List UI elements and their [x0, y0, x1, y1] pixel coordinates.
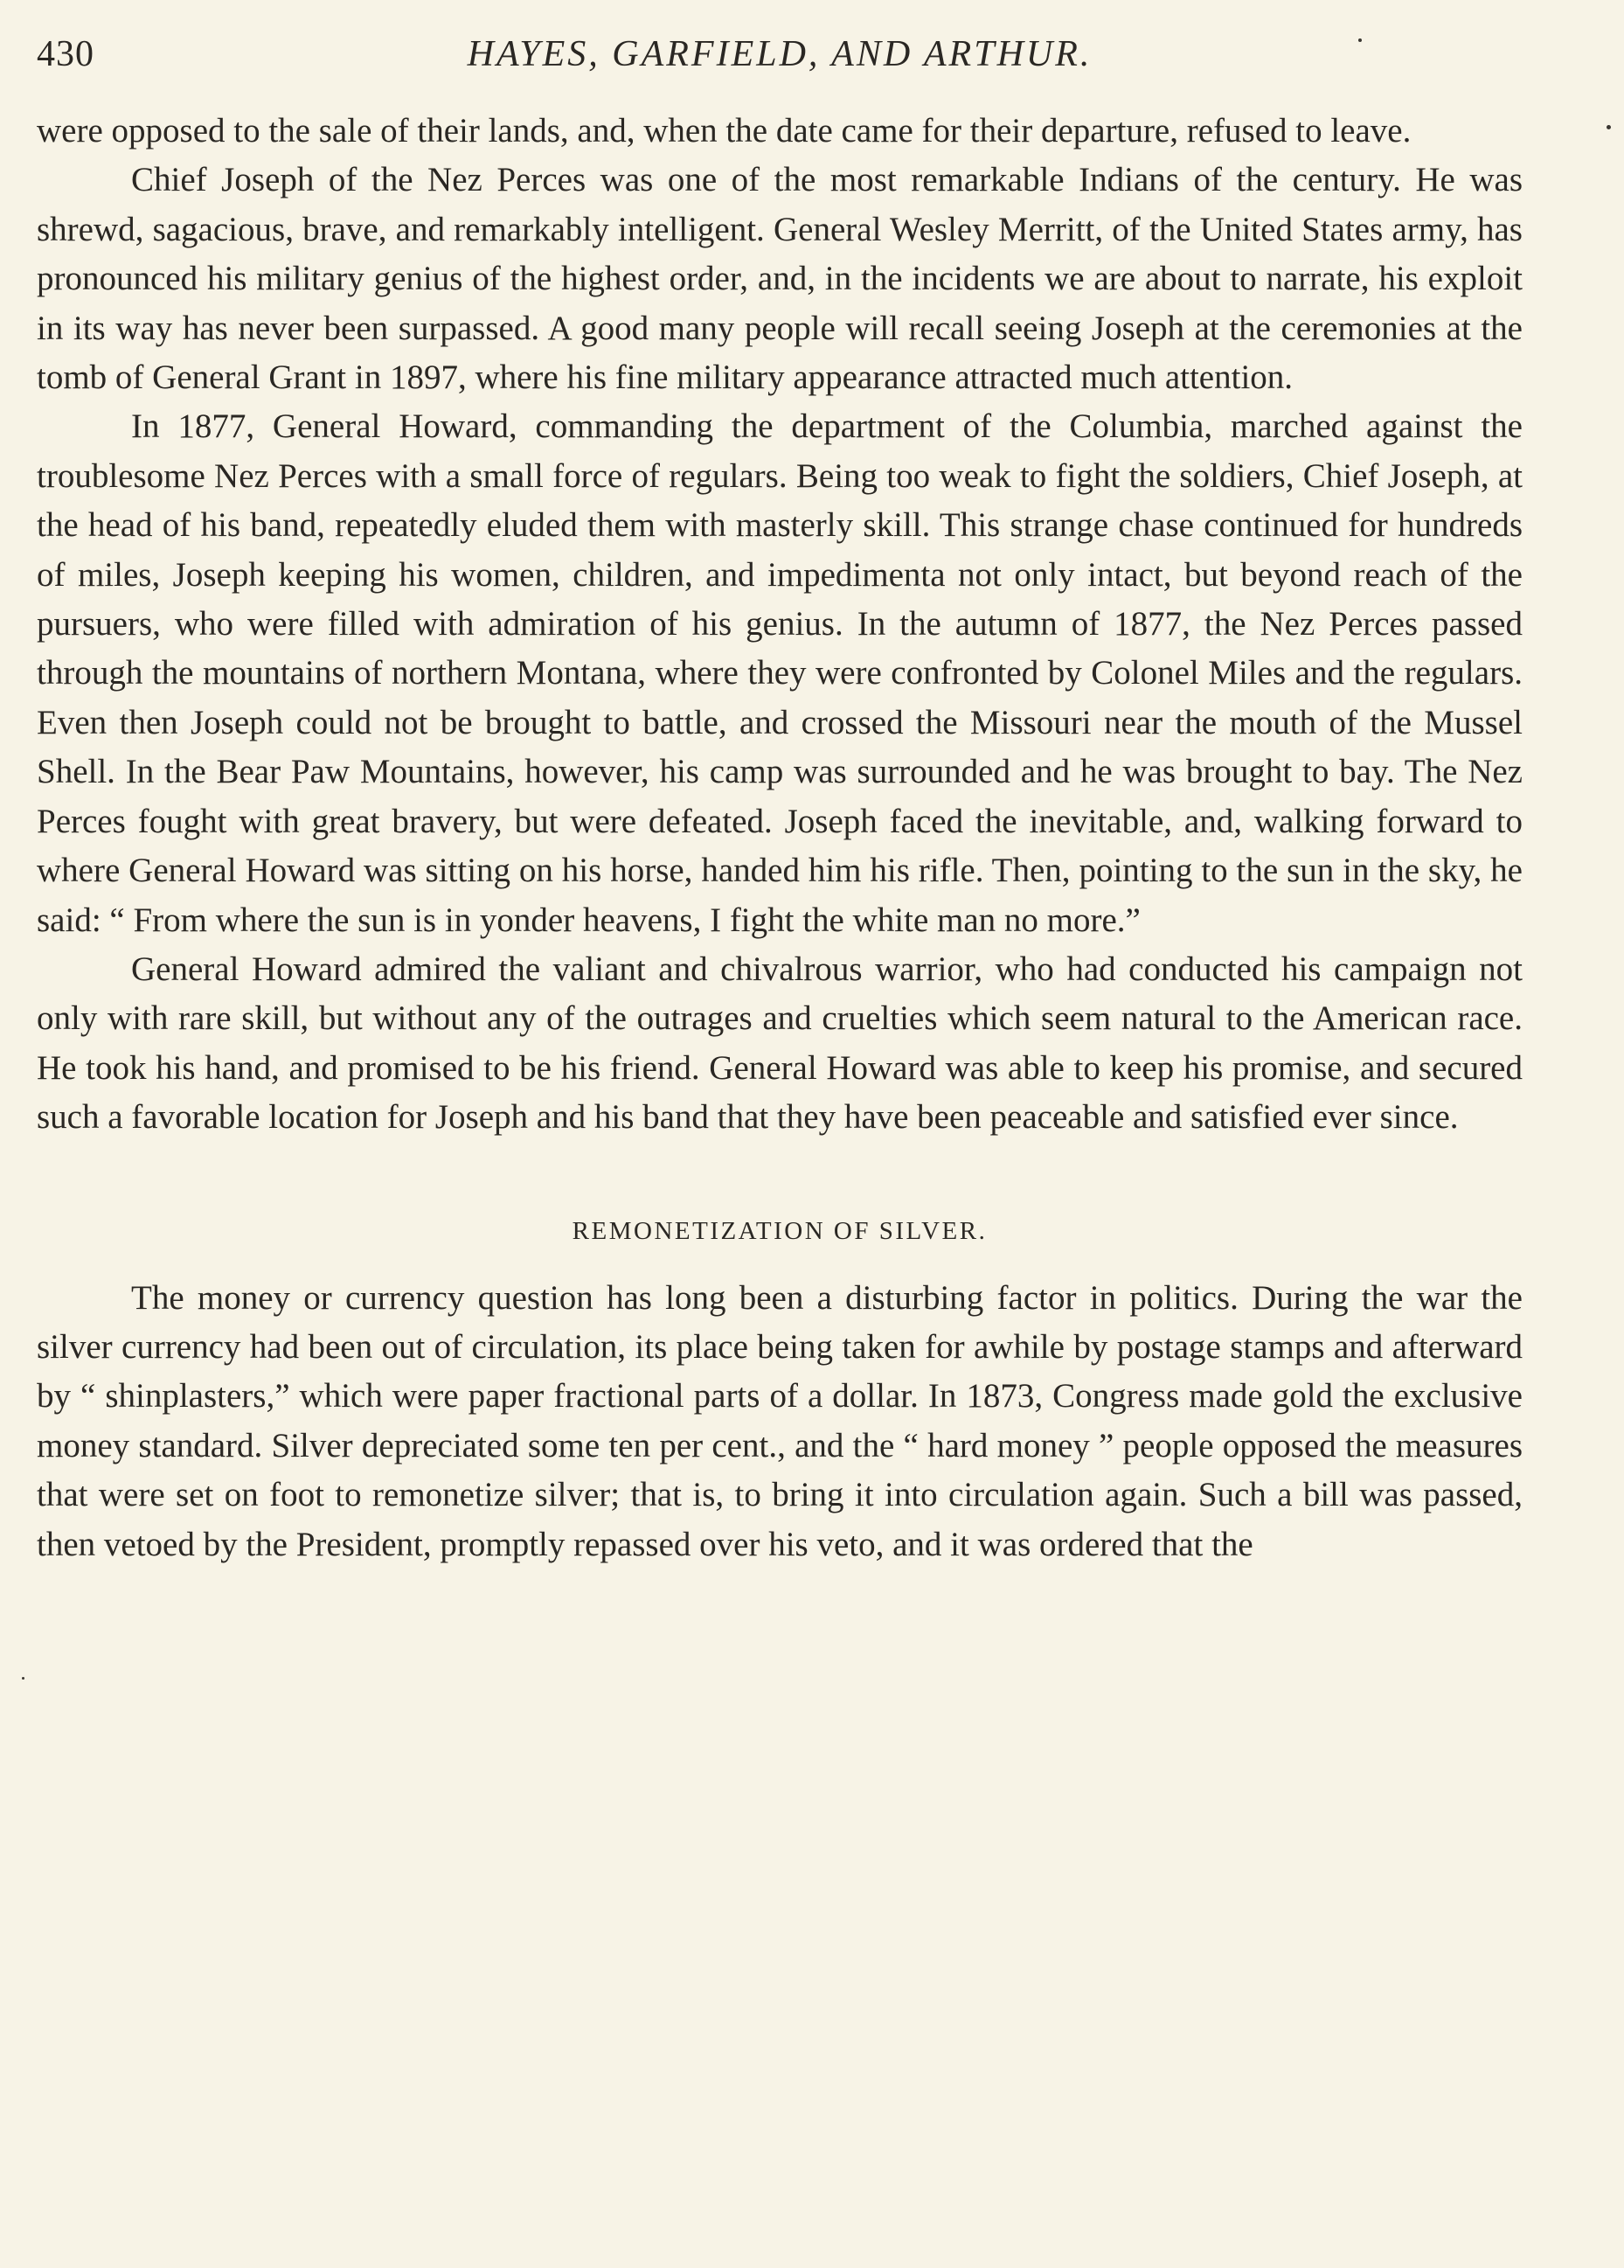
section-heading: REMONETIZATION OF SILVER. — [572, 1216, 988, 1245]
paragraph-chief-joseph: Chief Joseph of the Nez Perces was one of the most remarkable Indians of the century. He was shrewd, sagacious, brave, and remarkably intelligent. General Wesley Merritt, of the United States army, has pronounced his military genius of the highest order, and, in the incidents we are about to narrate, his exploit in its way has never been surpassed. A good many people will recall seeing Joseph at the ceremonies at the tomb of General Grant in 1897, where his fine military appearance attracted much attention. — [37, 161, 1523, 397]
body-text — [37, 107, 1523, 1569]
paragraph-general-howard: General Howard admired the valiant and chivalrous warrior, who had conducted his campaign not only with rare skill, but without any of the outrages and cruelties which seem natural to the American race. He took his hand, and promised to be his friend. General Howard was able to keep his promise, and secured such a favorable location for Joseph and his band that they have been peaceable and satisfied ever since. — [37, 950, 1523, 1137]
paragraph-silver-currency: The money or currency question has long been a disturbing factor in politics. During the war the silver currency had been out of circulation, its place being taken for awhile by postage stamps and afterward by “ shinplasters,” which were paper fractional parts of a dollar. In 1873, Congress made gold the exclusive money standard. Silver depreciated some ten per cent., and the “ hard money ” people opposed the measures that were set on foot to remonetize silver; that is, to bring it into circulation again. Such a bill was passed, then vetoed by the President, promptly repassed over his veto, and it was ordered that the — [37, 1278, 1523, 1563]
ink-speck-mark — [1607, 125, 1611, 129]
paragraph-1877-campaign: In 1877, General Howard, commanding the department of the Columbia, marched against the troublesome Nez Perces with a small force of regulars. Being too weak to fight the soldiers, Chief Joseph, at the head of his band, repeatedly eluded them with masterly skill. This strange chase continued for hundreds of miles, Joseph keeping his women, children, and impedimenta not only intact, but beyond reach of the pursuers, who were filled with admiration of his genius. In the autumn of 1877, the Nez Perces passed through the mountains of northern Montana, where they were confronted by Colonel Miles and the regulars. Even then Joseph could not be brought to battle, and crossed the Missouri near the mouth of the Mussel Shell. In the Bear Paw Mountains, however, his camp was surrounded and he was brought to bay. The Nez Perces fought with great bravery, but were defeated. Joseph faced the inevitable, and, walking forward to where General Howard was sitting on his horse, handed him his rifle. Then, pointing to the sun in the sky, he said: “ From where the sun is in yonder heavens, I fight the white man no more.” — [37, 407, 1523, 939]
ink-speck-mark — [22, 1677, 24, 1680]
book-page — [37, 26, 1523, 2247]
ink-speck-mark — [1358, 38, 1362, 42]
page-number: 430 — [37, 34, 94, 74]
running-head — [37, 33, 1523, 84]
paragraph-continuation: were opposed to the sale of their lands, and, when the date came for their departure, refused to leave. — [37, 112, 1412, 150]
running-title: HAYES, GARFIELD, AND ARTHUR. — [467, 34, 1093, 74]
